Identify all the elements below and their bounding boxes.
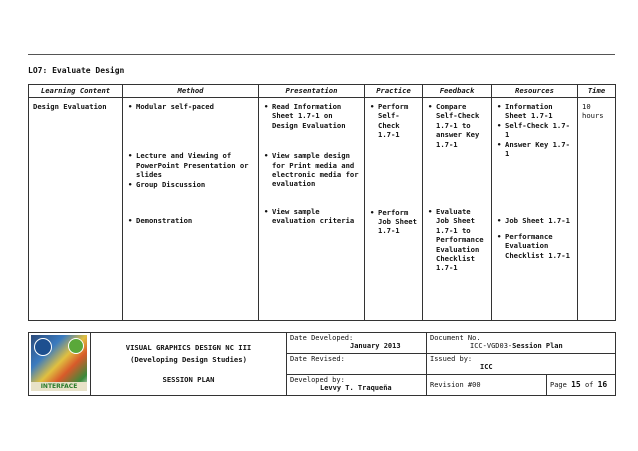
header-feedback: Feedback	[423, 85, 492, 98]
developed-by-cell	[287, 374, 427, 395]
institution-logo	[31, 335, 87, 391]
presentation-cell	[259, 98, 365, 321]
list-item: • Lecture and Viewing of PowerPoint Presentation or slides	[136, 151, 254, 179]
learning-outcome-title: LO7: Evaluate Design	[28, 66, 125, 75]
list-item: • Answer Key 1.7-1	[505, 140, 573, 159]
table-row	[29, 98, 616, 321]
list-item: • Evaluate Job Sheet 1.7-1 to Performance Evaluation Checklist 1.7-1	[436, 207, 487, 273]
page-prefix: Page	[550, 381, 567, 390]
seal-icon	[34, 338, 52, 356]
leaf-icon	[68, 338, 84, 354]
resources-cell	[492, 98, 578, 321]
list-item: • Compare Self-Check 1.7-1 to answer Key 1.7-1	[436, 102, 487, 149]
date-developed-cell	[287, 333, 427, 354]
qualification-cell	[91, 333, 287, 396]
document-no-cell	[427, 333, 616, 354]
issued-by-label: Issued by:	[430, 354, 473, 363]
header-method: Method	[123, 85, 259, 98]
top-divider	[28, 54, 615, 55]
list-item: • Modular self-paced	[136, 102, 254, 111]
list-item: • Information Sheet 1.7-1	[505, 102, 573, 121]
document-no-suffix: Session Plan	[512, 342, 563, 350]
date-developed-value: January 2013	[350, 342, 401, 350]
table-header-row	[29, 85, 616, 98]
document-footer	[28, 332, 616, 396]
method-cell	[123, 98, 259, 321]
page-total: 16	[597, 380, 608, 390]
date-revised-cell	[287, 353, 427, 374]
developed-by-label: Developed by:	[290, 375, 345, 384]
header-learning-content: Learning Content	[29, 85, 123, 98]
header-practice: Practice	[365, 85, 423, 98]
practice-cell	[365, 98, 423, 321]
list-item: • Demonstration	[136, 216, 254, 225]
list-item: • Group Discussion	[136, 180, 254, 189]
list-item: • Read Information Sheet 1.7-1 on Design Evaluation	[272, 102, 360, 130]
header-time: Time	[578, 85, 616, 98]
issued-by-value: ICC	[480, 362, 493, 371]
revision-cell	[427, 374, 547, 395]
revision-number: Revision #00	[430, 380, 481, 389]
date-revised-label: Date Revised:	[290, 354, 345, 363]
qualification-title: VISUAL GRAPHICS DESIGN NC III	[125, 343, 252, 352]
developed-by-value: Levvy T. Traqueña	[320, 383, 392, 392]
document-no-label: Document No.	[430, 334, 481, 342]
issued-by-cell	[427, 353, 616, 374]
list-item: • View sample design for Print media and electronic media for evaluation	[272, 151, 360, 189]
list-item: • Performance Evaluation Checklist 1.7-1	[505, 232, 573, 260]
learning-content-cell	[29, 98, 123, 321]
document-type: SESSION PLAN	[162, 375, 215, 384]
date-developed-label: Date Developed:	[290, 334, 354, 342]
session-plan-table	[28, 84, 616, 321]
logo-cell	[29, 333, 91, 396]
header-presentation: Presentation	[259, 85, 365, 98]
learning-content-text: Design Evaluation	[33, 102, 107, 111]
time-cell	[578, 98, 616, 321]
document-no-prefix: ICC-VGD03-	[470, 342, 513, 350]
list-item: • Job Sheet 1.7-1	[505, 216, 573, 225]
logo-text: INTERFACE	[31, 382, 87, 391]
time-value: 10 hours	[582, 102, 604, 121]
page-number: 15	[571, 380, 581, 390]
list-item: • View sample evaluation criteria	[272, 207, 360, 226]
header-resources: Resources	[492, 85, 578, 98]
list-item: • Perform Job Sheet 1.7-1	[378, 208, 418, 236]
feedback-cell	[423, 98, 492, 321]
page-of: of	[584, 381, 594, 390]
list-item: • Perform Self-Check 1.7-1	[378, 102, 418, 140]
list-item: • Self-Check 1.7-1	[505, 121, 573, 140]
page-cell	[547, 374, 616, 395]
qualification-subtitle: (Developing Design Studies)	[130, 355, 247, 364]
